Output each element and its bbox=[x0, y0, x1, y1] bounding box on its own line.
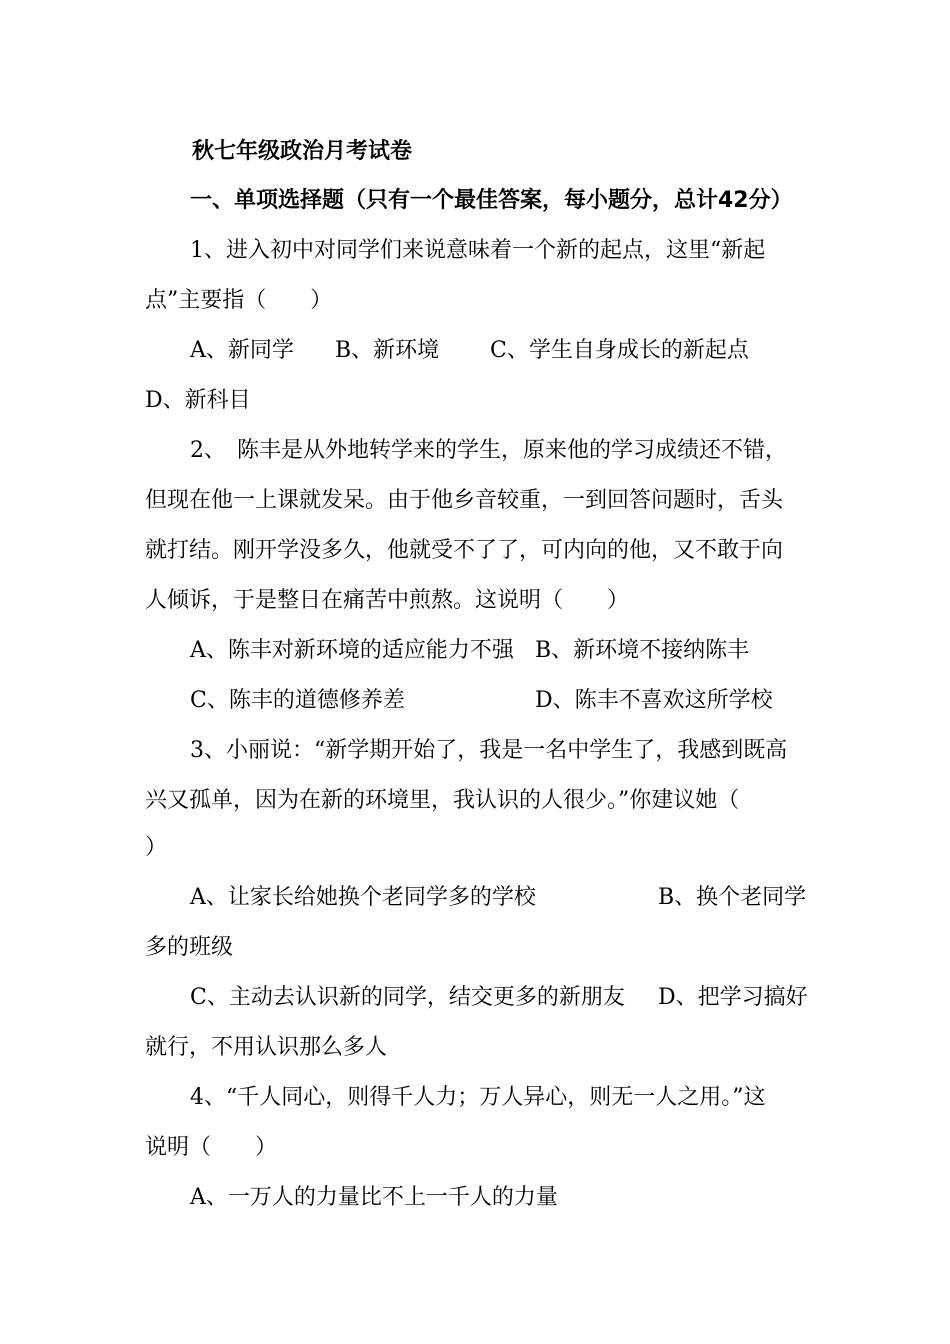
question-3-options-line-2 bbox=[0, 923, 950, 973]
exam-title-line bbox=[0, 127, 950, 177]
question-1-stem-line-1 bbox=[0, 226, 950, 276]
option-d: D、陈丰不喜欢这所学校 bbox=[535, 688, 773, 713]
question-stem-text: 兴又孤单，因为在新的环境里，我认识的人很少。”你建议她（ bbox=[145, 788, 740, 813]
option-a: A、一万人的力量比不上一千人的力量 bbox=[190, 1185, 558, 1210]
question-stem-text: 说明（ ） bbox=[145, 1135, 278, 1160]
option-b: B、新环境 bbox=[335, 338, 440, 363]
option-c: C、主动去认识新的同学，结交更多的新朋友 bbox=[190, 985, 625, 1010]
question-4-options-line-1 bbox=[0, 1173, 950, 1223]
option-c: C、陈丰的道德修养差 bbox=[190, 688, 405, 713]
question-2-stem-line-4 bbox=[0, 576, 950, 626]
option-b: B、换个老同学 bbox=[658, 885, 807, 910]
option-d: D、把学习搞好 bbox=[658, 985, 808, 1010]
question-1-options-line-1 bbox=[0, 326, 950, 376]
question-2-stem-line-1 bbox=[0, 426, 950, 476]
question-3-stem-line-2 bbox=[0, 776, 950, 826]
question-2-stem-line-2 bbox=[0, 476, 950, 526]
option-b-continued: 多的班级 bbox=[145, 935, 234, 960]
exam-title: 秋七年级政治月考试卷 bbox=[192, 139, 413, 164]
question-3-options-line-4 bbox=[0, 1023, 950, 1073]
question-3-stem-line-3 bbox=[0, 823, 950, 873]
question-2-stem-line-3 bbox=[0, 526, 950, 576]
question-stem-text: 点”主要指（ ） bbox=[145, 288, 333, 313]
option-d: D、新科目 bbox=[145, 388, 251, 413]
question-stem-text: 人倾诉，于是整日在痛苦中煎熬。这说明（ ） bbox=[145, 588, 630, 613]
option-a: A、陈丰对新环境的适应能力不强 bbox=[190, 638, 514, 663]
option-a: A、新同学 bbox=[190, 338, 294, 363]
question-stem-text: 1、进入初中对同学们来说意味着一个新的起点，这里“新起 bbox=[190, 238, 766, 263]
question-2-options-line-1 bbox=[0, 626, 950, 676]
option-c: C、学生自身成长的新起点 bbox=[490, 338, 749, 363]
question-2-options-line-2 bbox=[0, 676, 950, 726]
question-1-options-line-2 bbox=[0, 376, 950, 426]
question-3-stem-line-1 bbox=[0, 726, 950, 776]
question-stem-text: 2、 陈丰是从外地转学来的学生，原来他的学习成绩还不错， bbox=[190, 438, 787, 463]
option-b: B、新环境不接纳陈丰 bbox=[535, 638, 750, 663]
question-4-stem-line-2 bbox=[0, 1123, 950, 1173]
section-heading: 一、单项选择题（只有一个最佳答案，每小题分，总计42分） bbox=[190, 188, 793, 213]
question-4-stem-line-1 bbox=[0, 1073, 950, 1123]
question-stem-text: 但现在他一上课就发呆。由于他乡音较重，一到回答问题时，舌头 bbox=[145, 488, 784, 513]
option-a: A、让家长给她换个老同学多的学校 bbox=[190, 885, 536, 910]
question-3-options-line-3 bbox=[0, 973, 950, 1023]
question-stem-text: 3、小丽说：“新学期开始了，我是一名中学生了，我感到既高 bbox=[190, 738, 788, 763]
question-1-stem-line-2 bbox=[0, 276, 950, 326]
question-stem-text: ） bbox=[145, 835, 168, 860]
section-heading-line bbox=[0, 176, 950, 226]
question-stem-text: 4、“千人同心，则得千人力；万人异心，则无一人之用。”这 bbox=[190, 1085, 766, 1110]
option-d-continued: 就行，不用认识那么多人 bbox=[145, 1035, 388, 1060]
question-3-options-line-1 bbox=[0, 873, 950, 923]
question-stem-text: 就打结。刚开学没多久，他就受不了了，可内向的他，又不敢于向 bbox=[145, 538, 784, 563]
